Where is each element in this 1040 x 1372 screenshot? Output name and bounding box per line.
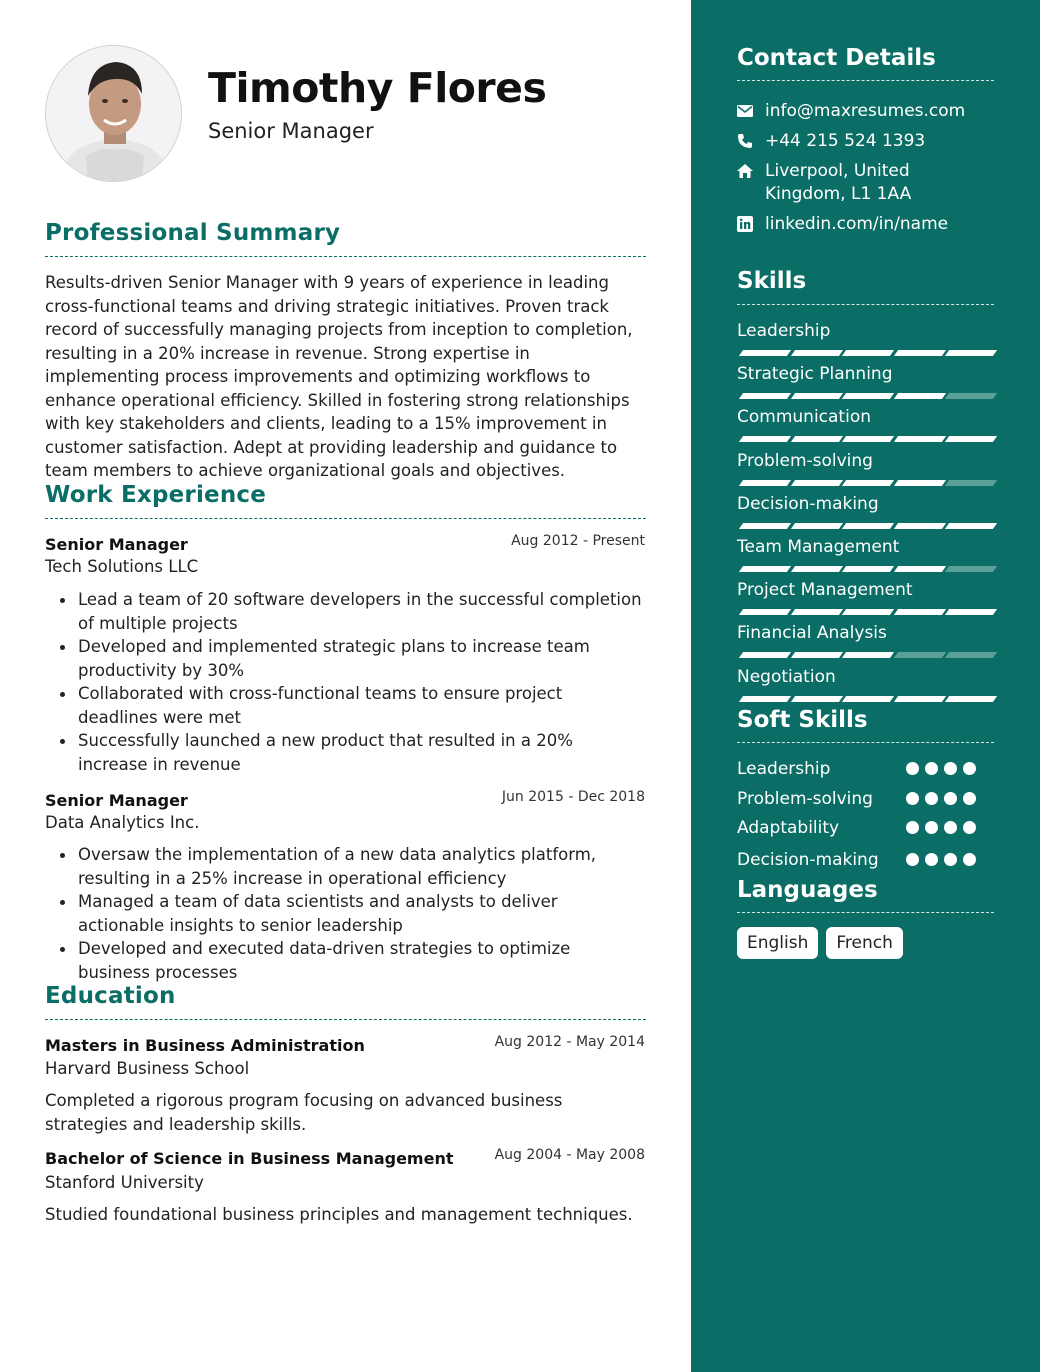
soft-skill-rating bbox=[906, 853, 986, 867]
skill-level-segment bbox=[893, 480, 945, 486]
skill-level-segment bbox=[790, 350, 842, 356]
contact-address bbox=[737, 160, 994, 206]
skill-level-segment bbox=[790, 609, 842, 615]
rating-dot bbox=[906, 821, 919, 834]
skill-level-segment bbox=[842, 436, 894, 442]
candidate-title: Senior Manager bbox=[208, 119, 374, 143]
list-item: Oversaw the implementation of a new data analytics platform, resulting in a 25% increase in operational efficiency bbox=[45, 843, 647, 890]
skill-name: Negotiation bbox=[737, 667, 836, 687]
contact-linkedin-text: linkedin.com/in/name bbox=[765, 214, 949, 234]
skill-level-segment bbox=[893, 652, 945, 658]
skill-level-segment bbox=[842, 696, 894, 702]
skill-level-bar bbox=[737, 523, 994, 529]
contact-email-text: info@maxresumes.com bbox=[765, 101, 966, 121]
skill-level-segment bbox=[945, 350, 997, 356]
skill-level-bar bbox=[737, 609, 994, 615]
soft-skill-rating bbox=[906, 762, 986, 776]
list-item: Developed and implemented strategic plans to increase team productivity by 30% bbox=[45, 635, 647, 682]
job-title: Senior Manager bbox=[45, 535, 188, 554]
skill-level-bar bbox=[737, 566, 994, 572]
language-chip: French bbox=[826, 927, 903, 959]
skill-level-bar bbox=[737, 350, 994, 356]
skill-level-segment bbox=[739, 393, 791, 399]
sidebar-divider bbox=[737, 742, 994, 743]
skill-level-segment bbox=[842, 350, 894, 356]
skill-level-segment bbox=[945, 609, 997, 615]
skill-level-segment bbox=[893, 436, 945, 442]
skill-level-segment bbox=[893, 523, 945, 529]
section-divider bbox=[45, 518, 646, 519]
skill-name: Team Management bbox=[737, 537, 900, 557]
section-divider bbox=[45, 256, 646, 257]
skill-level-segment bbox=[945, 696, 997, 702]
skill-level-segment bbox=[945, 436, 997, 442]
skill-level-segment bbox=[945, 523, 997, 529]
soft-skill-name: Adaptability bbox=[737, 818, 840, 838]
education-description: Studied foundational business principles and management techniques. bbox=[45, 1205, 633, 1224]
skill-level-segment bbox=[893, 350, 945, 356]
skill-level-segment bbox=[842, 566, 894, 572]
soft-skill-name: Decision-making bbox=[737, 850, 879, 870]
email-icon bbox=[737, 103, 753, 119]
skill-name: Financial Analysis bbox=[737, 623, 887, 643]
list-item: Lead a team of 20 software developers in the successful completion of multiple projects bbox=[45, 588, 647, 635]
soft-skill-rating bbox=[906, 821, 986, 835]
job-bullets bbox=[45, 588, 647, 776]
sidebar-divider bbox=[737, 912, 994, 913]
skill-level-segment bbox=[842, 523, 894, 529]
skill-name: Problem-solving bbox=[737, 451, 873, 471]
skill-level-segment bbox=[893, 566, 945, 572]
degree-title: Masters in Business Administration bbox=[45, 1036, 365, 1055]
contact-phone-text: +44 215 524 1393 bbox=[765, 131, 926, 151]
skill-level-segment bbox=[739, 480, 791, 486]
skill-level-segment bbox=[739, 436, 791, 442]
skills-heading: Skills bbox=[737, 268, 807, 294]
section-divider bbox=[45, 1019, 646, 1020]
skill-level-bar bbox=[737, 480, 994, 486]
languages-heading: Languages bbox=[737, 877, 878, 903]
job-bullets bbox=[45, 843, 647, 984]
summary-text: Results-driven Senior Manager with 9 years of experience in leading cross-functional teams and driving strategic initiatives. Proven track record of successfully managing projects from inception to completion, resulting in a 20% increase in revenue. Strong expertise in implementing process improvements and optimizing workflows to enhance operational efficiency. Skilled in fostering strong relationships with key stakeholders and clients, leading to a 15% improvement in customer satisfaction. Adept at providing leadership and guidance to team members to achieve organizational goals and objectives. bbox=[45, 273, 633, 480]
person-portrait-icon bbox=[46, 46, 182, 182]
sidebar-divider bbox=[737, 80, 994, 81]
rating-dot bbox=[925, 853, 938, 866]
experience-heading: Work Experience bbox=[45, 482, 267, 508]
skill-level-segment bbox=[739, 566, 791, 572]
rating-dot bbox=[944, 792, 957, 805]
skill-level-segment bbox=[842, 393, 894, 399]
skill-level-segment bbox=[790, 436, 842, 442]
languages-list bbox=[737, 927, 903, 959]
rating-dot bbox=[944, 821, 957, 834]
contact-heading: Contact Details bbox=[737, 45, 936, 71]
skill-level-segment bbox=[893, 609, 945, 615]
education-description: Completed a rigorous program focusing on advanced business strategies and leadership skills. bbox=[45, 1091, 563, 1134]
rating-dot bbox=[963, 792, 976, 805]
rating-dot bbox=[963, 762, 976, 775]
rating-dot bbox=[925, 792, 938, 805]
job-date: Aug 2012 - Present bbox=[511, 533, 645, 549]
job-company: Tech Solutions LLC bbox=[45, 557, 199, 576]
skill-name: Leadership bbox=[737, 321, 831, 341]
skill-level-segment bbox=[790, 523, 842, 529]
skill-level-segment bbox=[842, 480, 894, 486]
candidate-name: Timothy Flores bbox=[208, 64, 547, 112]
rating-dot bbox=[963, 821, 976, 834]
skill-level-segment bbox=[790, 480, 842, 486]
skill-level-segment bbox=[893, 696, 945, 702]
education-heading: Education bbox=[45, 983, 176, 1009]
list-item: Successfully launched a new product that resulted in a 20% increase in revenue bbox=[45, 729, 647, 776]
school-name: Harvard Business School bbox=[45, 1059, 250, 1078]
rating-dot bbox=[906, 792, 919, 805]
skill-level-bar bbox=[737, 436, 994, 442]
skill-level-segment bbox=[945, 393, 997, 399]
contact-email[interactable] bbox=[737, 100, 994, 123]
skill-level-segment bbox=[842, 609, 894, 615]
skill-level-segment bbox=[790, 652, 842, 658]
soft-skills-heading: Soft Skills bbox=[737, 707, 868, 733]
skill-name: Decision-making bbox=[737, 494, 879, 514]
skill-level-segment bbox=[945, 566, 997, 572]
home-icon bbox=[737, 163, 753, 179]
skill-level-segment bbox=[739, 652, 791, 658]
job-company: Data Analytics Inc. bbox=[45, 813, 200, 832]
sidebar-divider bbox=[737, 304, 994, 305]
skill-level-segment bbox=[739, 609, 791, 615]
rating-dot bbox=[944, 853, 957, 866]
skill-level-bar bbox=[737, 393, 994, 399]
profile-photo bbox=[45, 45, 182, 182]
skill-level-segment bbox=[739, 696, 791, 702]
skill-level-segment bbox=[945, 652, 997, 658]
soft-skill-name: Problem-solving bbox=[737, 789, 873, 809]
job-title: Senior Manager bbox=[45, 791, 188, 810]
skill-level-segment bbox=[739, 523, 791, 529]
education-date: Aug 2004 - May 2008 bbox=[494, 1147, 645, 1163]
linkedin-icon bbox=[737, 216, 753, 232]
contact-address-text: Liverpool, United Kingdom, L1 1AA bbox=[765, 161, 912, 204]
contact-phone[interactable] bbox=[737, 130, 994, 153]
skill-name: Communication bbox=[737, 407, 871, 427]
skill-level-segment bbox=[790, 696, 842, 702]
skill-level-bar bbox=[737, 652, 994, 658]
skill-level-segment bbox=[945, 480, 997, 486]
rating-dot bbox=[906, 853, 919, 866]
skill-level-segment bbox=[790, 566, 842, 572]
school-name: Stanford University bbox=[45, 1173, 204, 1192]
skill-level-segment bbox=[790, 393, 842, 399]
rating-dot bbox=[906, 762, 919, 775]
degree-title: Bachelor of Science in Business Management bbox=[45, 1149, 454, 1168]
rating-dot bbox=[925, 821, 938, 834]
skill-level-segment bbox=[893, 393, 945, 399]
rating-dot bbox=[963, 853, 976, 866]
list-item: Collaborated with cross-functional teams to ensure project deadlines were met bbox=[45, 682, 647, 729]
soft-skill-rating bbox=[906, 792, 986, 806]
skill-level-segment bbox=[842, 652, 894, 658]
rating-dot bbox=[944, 762, 957, 775]
list-item: Developed and executed data-driven strategies to optimize business processes bbox=[45, 937, 647, 984]
summary-heading: Professional Summary bbox=[45, 220, 341, 246]
education-date: Aug 2012 - May 2014 bbox=[494, 1034, 645, 1050]
skill-level-segment bbox=[739, 350, 791, 356]
skill-name: Project Management bbox=[737, 580, 913, 600]
rating-dot bbox=[925, 762, 938, 775]
job-date: Jun 2015 - Dec 2018 bbox=[501, 789, 645, 805]
list-item: Managed a team of data scientists and analysts to deliver actionable insights to senior leadership bbox=[45, 890, 647, 937]
soft-skill-name: Leadership bbox=[737, 759, 831, 779]
skill-level-bar bbox=[737, 696, 994, 702]
phone-icon bbox=[737, 133, 753, 149]
contact-linkedin[interactable] bbox=[737, 213, 994, 236]
language-chip: English bbox=[737, 927, 818, 959]
skill-name: Strategic Planning bbox=[737, 364, 893, 384]
